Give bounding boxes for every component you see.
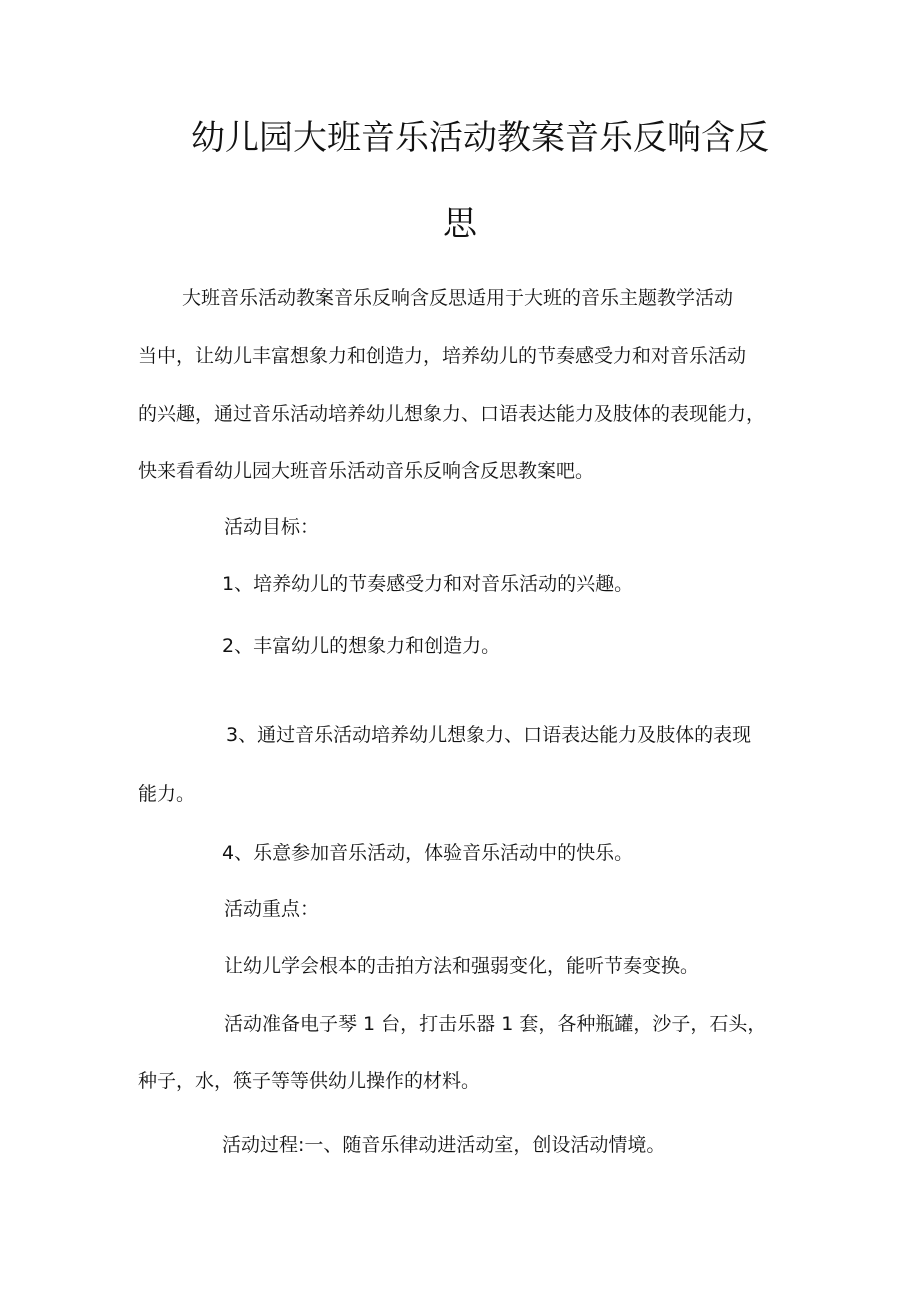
goal-item-4: 4、乐意参加音乐活动，体验音乐活动中的快乐。 xyxy=(222,842,634,864)
intro-line-2: 当中，让幼儿丰富想象力和创造力，培养幼儿的节奏感受力和对音乐活动 xyxy=(138,345,747,367)
focus-heading: 活动重点： xyxy=(224,898,320,920)
intro-line-4: 快来看看幼儿园大班音乐活动音乐反响含反思教案吧。 xyxy=(138,460,595,482)
focus-text: 让幼儿学会根本的击拍方法和强弱变化，能听节奏变换。 xyxy=(224,955,700,977)
document-title-line-2: 思 xyxy=(443,204,477,244)
goal-item-3-line-2: 能力。 xyxy=(138,783,196,805)
preparation-line-2: 种子，水，筷子等等供幼儿操作的材料。 xyxy=(138,1070,481,1092)
document-title-line-1: 幼儿园大班音乐活动教案音乐反响含反 xyxy=(191,118,769,158)
goal-item-2: 2、丰富幼儿的想象力和创造力。 xyxy=(222,635,501,657)
intro-line-1: 大班音乐活动教案音乐反响含反思适用于大班的音乐主题教学活动 xyxy=(182,287,734,309)
process-line-1: 活动过程:一、随音乐律动进活动室，创设活动情境。 xyxy=(222,1134,666,1156)
intro-line-3: 的兴趣，通过音乐活动培养幼儿想象力、口语表达能力及肢体的表现能力， xyxy=(138,403,766,425)
goal-item-1: 1、培养幼儿的节奏感受力和对音乐活动的兴趣。 xyxy=(222,573,634,595)
preparation-line-1: 活动准备电子琴 1 台，打击乐器 1 套，各种瓶罐，沙子，石头， xyxy=(224,1013,767,1035)
goal-item-3-line-1: 3、通过音乐活动培养幼儿想象力、口语表达能力及肢体的表现 xyxy=(226,724,752,746)
goals-heading: 活动目标： xyxy=(224,516,320,538)
